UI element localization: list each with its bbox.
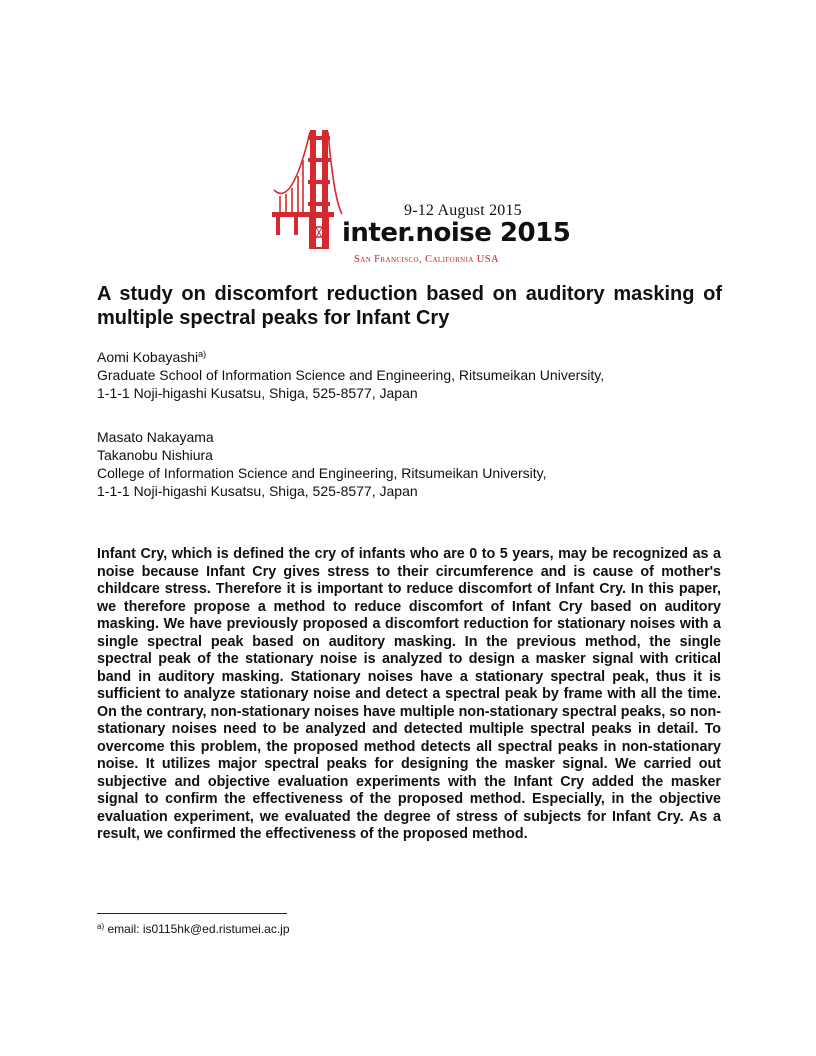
author-note-marker: a) [198, 349, 207, 359]
abstract-text: Infant Cry, which is defined the cry of infants who are 0 to 5 years, may be recognized as a noise because Infant Cry gives stress to their circumference and is cause of mother's childcare stress. Therefore it is important to reduce discomfort of Infant Cry. In this paper, we therefore propose a method to reduce discomfort of Infant Cry based on auditory masking. We have previously proposed a discomfort reduction for stationary noises with a single spectral peak based on auditory masking. In the previous method, the single spectral peak of the stationary noise is analyzed to design a masker signal with critical band in auditory masking. Stationary noises have a stationary spectral peak, thus it is sufficient to analyze stationary noise and detect a spectral peak by frame with all the time. On the contrary, non-stationary noises have multiple non-stationary spectral peaks, so non-stationary noises need to be analyzed and detected multiple spectral peaks in detail. To overcome this problem, the proposed method detects all spectral peaks in non-stationary noise. It utilizes major spectral peaks for designing the masker signal. We carried out subjective and objective evaluation experiments with the Infant Cry added the masker signal to confirm the effectiveness of the proposed method. Especially, in the objective evaluation experiment, we evaluated the degree of stress of subjects for Infant Cry. As a result, we confirmed the effectiveness of the proposed method. [97, 546, 721, 842]
conference-date: 9-12 August 2015 [404, 202, 522, 219]
footnote-email: email: is0115hk@ed.ristumei.ac.jp [107, 922, 290, 936]
conference-location: San Francisco, California USA [354, 254, 500, 265]
footnote-marker: a) [97, 922, 105, 931]
author-name: Aomi Kobayashi [97, 349, 199, 365]
conference-wordmark: inter.noise 2015 [342, 218, 571, 248]
footnote [97, 922, 290, 936]
golden-gate-bridge-icon [272, 130, 552, 270]
footnote-divider [97, 913, 287, 914]
author-name-line [97, 348, 604, 366]
paper-title: A study on discomfort reduction based on auditory masking of multiple spectral peaks for Infant Cry [97, 283, 722, 329]
author-address: 1-1-1 Noji-higashi Kusatsu, Shiga, 525-8577, Japan [97, 385, 418, 401]
author-affiliation: College of Information Science and Engineering, Ritsumeikan University, [97, 465, 547, 481]
author-block-1 [97, 348, 604, 402]
author-block-2 [97, 428, 547, 500]
conference-logo [272, 130, 571, 270]
author-affiliation: Graduate School of Information Science and Engineering, Ritsumeikan University, [97, 367, 605, 383]
author-name: Masato Nakayama [97, 429, 214, 445]
author-name: Takanobu Nishiura [97, 447, 213, 463]
author-address: 1-1-1 Noji-higashi Kusatsu, Shiga, 525-8577, Japan [97, 483, 418, 499]
